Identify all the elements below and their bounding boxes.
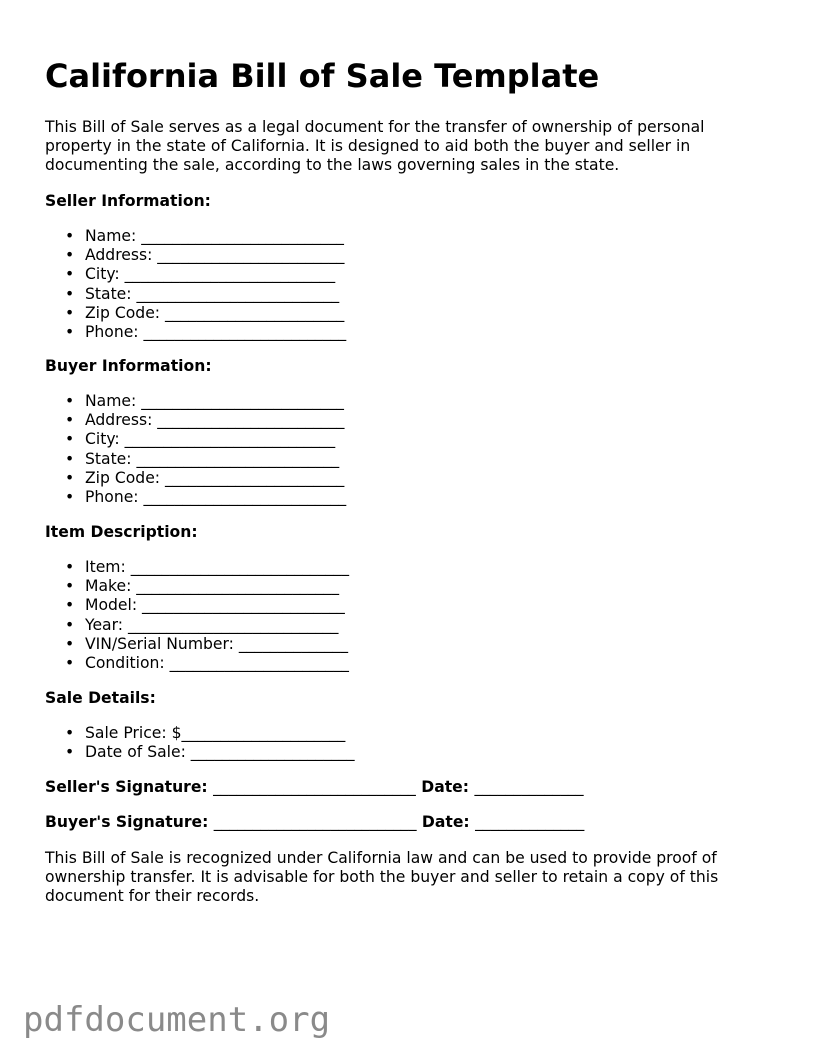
document-title: California Bill of Sale Template bbox=[45, 57, 600, 95]
closing-paragraph: This Bill of Sale is recognized under California law and can be used to provide proof of ownership transfer. It is advisable for both the buyer and seller to retain a copy of this document for their records. bbox=[45, 849, 719, 905]
seller-signature-blank: __________________________ bbox=[213, 778, 416, 796]
sale-heading: Sale Details: bbox=[45, 689, 156, 707]
buyer-heading: Buyer Information: bbox=[45, 357, 212, 375]
seller-state-field: • State: __________________________ bbox=[65, 284, 340, 303]
buyer-city-field: • City: ___________________________ bbox=[65, 430, 336, 449]
buyer-date-label: Date: bbox=[421, 813, 470, 831]
item-heading: Item Description: bbox=[45, 523, 198, 541]
buyer-signature-line bbox=[45, 813, 584, 832]
sale-date-field: • Date of Sale: _____________________ bbox=[65, 743, 355, 762]
seller-date-blank: ______________ bbox=[474, 778, 584, 796]
buyer-phone-field: • Phone: __________________________ bbox=[65, 487, 347, 506]
intro-paragraph: This Bill of Sale serves as a legal document for the transfer of ownership of personal property in the state of California. It is designed to aid both the buyer and seller in documenting the sale, according to the laws governing sales in the state. bbox=[45, 118, 705, 174]
buyer-signature-blank: __________________________ bbox=[213, 813, 417, 831]
seller-signature-label: Seller's Signature: bbox=[45, 778, 208, 796]
sale-field-list bbox=[45, 724, 355, 762]
seller-date-label: Date: bbox=[421, 778, 469, 796]
watermark: pdfdocument.org bbox=[23, 1000, 331, 1040]
seller-phone-field: • Phone: __________________________ bbox=[65, 322, 347, 341]
seller-address-field: • Address: ________________________ bbox=[65, 246, 345, 265]
seller-zip-field: • Zip Code: _______________________ bbox=[65, 303, 345, 322]
seller-signature-line bbox=[45, 778, 584, 797]
buyer-date-blank: ______________ bbox=[475, 813, 585, 831]
sale-price-field: • Sale Price: $_____________________ bbox=[65, 724, 346, 742]
buyer-field-list bbox=[45, 392, 346, 507]
seller-field-list bbox=[45, 227, 346, 342]
seller-name-field: • Name: __________________________ bbox=[65, 227, 344, 245]
item-name-field: • Item: ____________________________ bbox=[65, 558, 350, 576]
item-make-field: • Make: __________________________ bbox=[65, 577, 340, 596]
buyer-state-field: • State: __________________________ bbox=[65, 449, 340, 468]
item-model-field: • Model: __________________________ bbox=[65, 596, 345, 615]
item-vin-field: • VIN/Serial Number: ______________ bbox=[65, 634, 348, 653]
seller-heading: Seller Information: bbox=[45, 192, 211, 210]
buyer-address-field: • Address: ________________________ bbox=[65, 411, 345, 430]
item-year-field: • Year: ___________________________ bbox=[65, 615, 339, 634]
item-condition-field: • Condition: _______________________ bbox=[65, 653, 349, 672]
buyer-name-field: • Name: __________________________ bbox=[65, 392, 344, 410]
buyer-zip-field: • Zip Code: _______________________ bbox=[65, 468, 345, 487]
item-field-list bbox=[45, 558, 349, 673]
buyer-signature-label: Buyer's Signature: bbox=[45, 813, 209, 831]
seller-city-field: • City: ___________________________ bbox=[65, 265, 336, 284]
